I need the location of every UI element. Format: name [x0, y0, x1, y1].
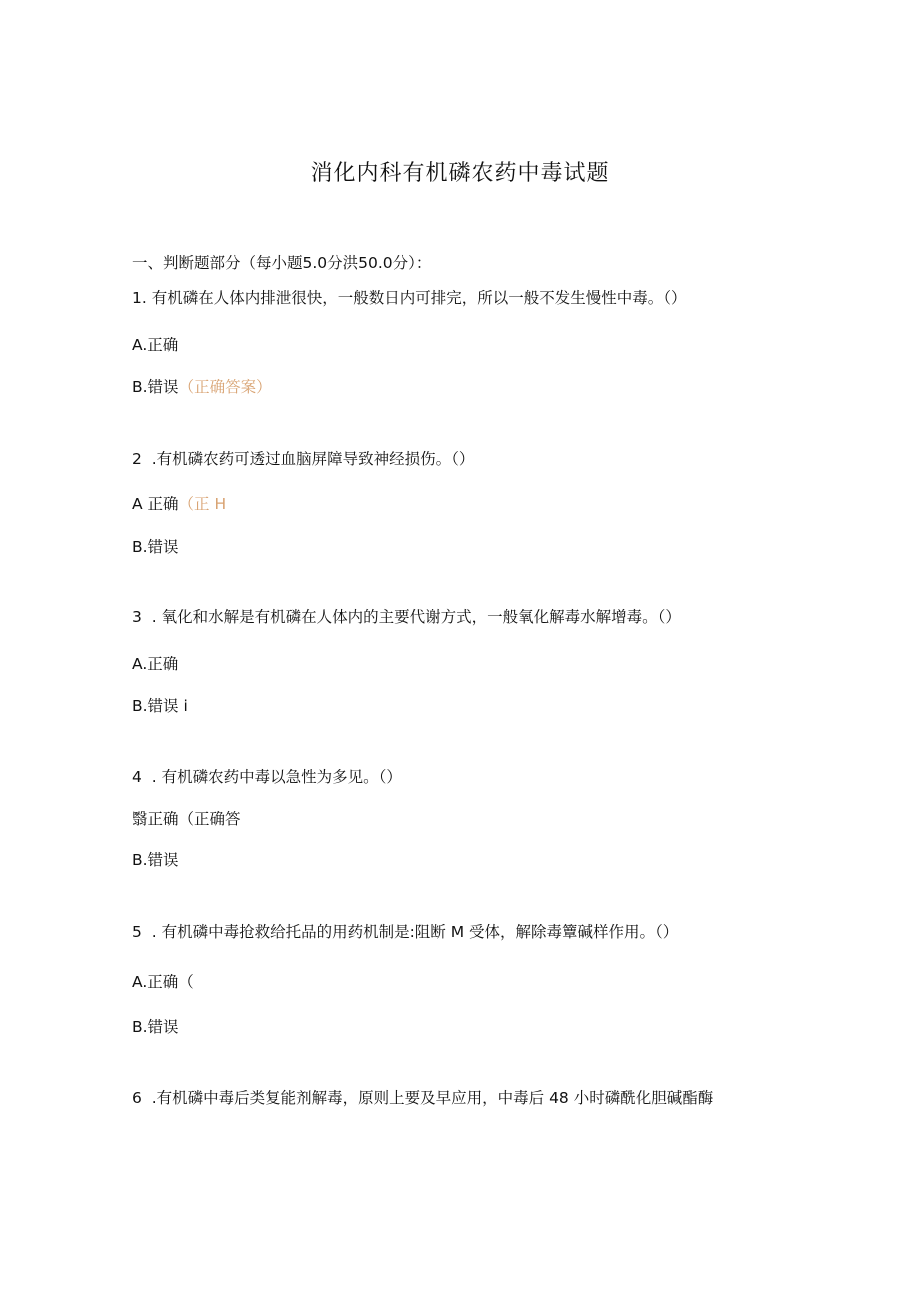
question-5-stem: 5 . 有机磷中毒抢救给托品的用药机制是:阻断 M 受体，解除毒簟碱样作用。（）	[132, 923, 679, 941]
option-text: 翳正确（正确答	[132, 810, 241, 828]
question-3-option-a	[132, 653, 178, 675]
answer-tag: （正 H	[178, 495, 227, 513]
question-2-option-a	[132, 493, 226, 515]
question-5-option-a	[132, 971, 194, 993]
option-text: B.错误	[132, 1018, 179, 1036]
option-text: A 正确	[132, 495, 179, 513]
question-1-option-b	[132, 376, 272, 398]
question-4-option-a	[132, 808, 241, 830]
question-3-option-b	[132, 695, 188, 717]
option-text: A.正确	[132, 655, 179, 673]
question-2-option-b	[132, 536, 179, 558]
question-3-stem: 3 . 氧化和水解是有机磷在人体内的主要代谢方式，一般氧化解毒水解增毒。（）	[132, 608, 681, 626]
option-text: B.错误	[132, 538, 179, 556]
option-text: A.正确	[132, 336, 179, 354]
page-title: 消化内科有机磷农药中毒试题	[310, 161, 610, 186]
question-6-stem: 6 .有机磷中毒后类复能剂解毒，原则上要及早应用，中毒后 48 小时磷酰化胆碱酯酶	[132, 1089, 714, 1107]
option-text: A.正确（	[132, 973, 194, 991]
question-4-option-b	[132, 849, 179, 871]
question-2-stem: 2 .有机磷农药可透过血脑屏障导致神经损伤。（）	[132, 450, 475, 468]
option-text: B.错误	[132, 378, 179, 396]
question-1-option-a	[132, 334, 178, 356]
answer-tag: （正确答案）	[178, 378, 272, 396]
option-text: B.错误	[132, 851, 179, 869]
question-4-stem: 4 . 有机磷农药中毒以急性为多见。（）	[132, 768, 402, 786]
question-5-option-b	[132, 1016, 179, 1038]
option-text: B.错误 i	[132, 697, 188, 715]
question-1-stem: 1. 有机磷在人体内排泄很快，一般数日内可排完，所以一般不发生慢性中毒。（）	[132, 289, 687, 307]
section-header: 一、判断题部分（每小题5.0分洪50.0分）：	[132, 254, 432, 272]
